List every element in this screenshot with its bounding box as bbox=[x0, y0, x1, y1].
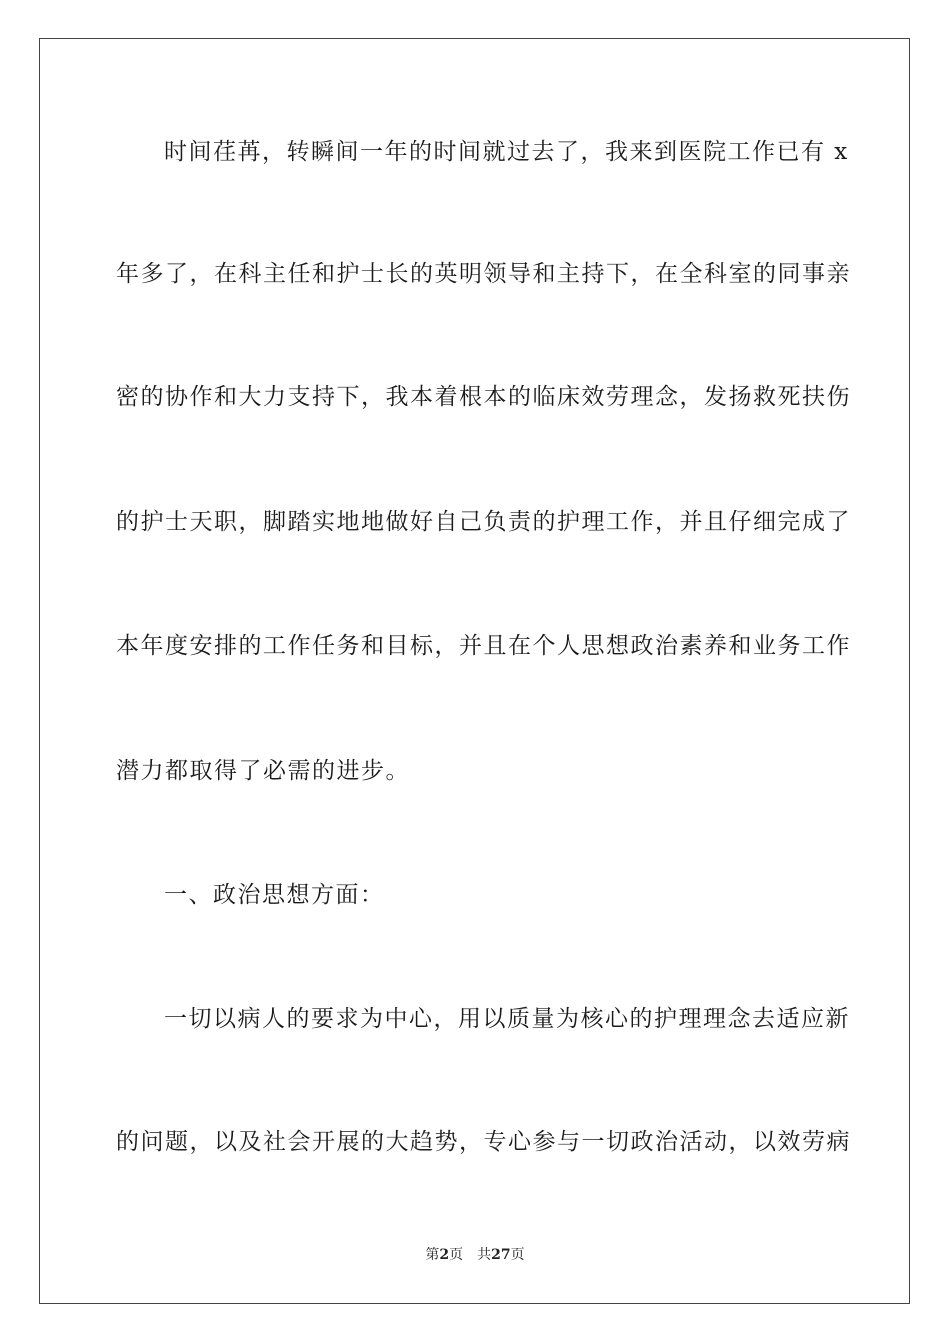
paragraph-2-line-1: 一切以病人的要求为中心，用以质量为核心的护理理念去适应新 bbox=[164, 1006, 850, 1032]
section-heading: 一、政治思想方面： bbox=[164, 882, 385, 908]
paragraph-1-line-4: 的护士天职，脚踏实地地做好自己负责的护理工作，并且仔细完成了 bbox=[116, 509, 851, 535]
paragraph-1-line-2: 年多了，在科主任和护士长的英明领导和主持下，在全科室的同事亲 bbox=[116, 261, 851, 287]
paragraph-1-line-1: 时间荏苒，转瞬间一年的时间就过去了，我来到医院工作已有 x bbox=[164, 139, 849, 165]
paragraph-1-line-3: 密的协作和大力支持下，我本着根本的临床效劳理念，发扬救死扶伤 bbox=[116, 384, 851, 410]
page-total: 27 bbox=[491, 1247, 511, 1263]
paragraph-1-line-6: 潜力都取得了必需的进步。 bbox=[116, 758, 410, 784]
page-suffix: 页 bbox=[449, 1247, 464, 1263]
page-current: 2 bbox=[439, 1247, 450, 1263]
page-footer bbox=[0, 1246, 950, 1264]
paragraph-2-line-2: 的问题，以及社会开展的大趋势，专心参与一切政治活动，以效劳病 bbox=[116, 1129, 851, 1155]
total-prefix: 共 bbox=[477, 1247, 492, 1263]
page-border bbox=[39, 38, 910, 1304]
total-suffix: 页 bbox=[510, 1247, 525, 1263]
page-prefix: 第 bbox=[425, 1247, 440, 1263]
paragraph-1-line-5: 本年度安排的工作任务和目标，并且在个人思想政治素养和业务工作 bbox=[116, 633, 851, 659]
